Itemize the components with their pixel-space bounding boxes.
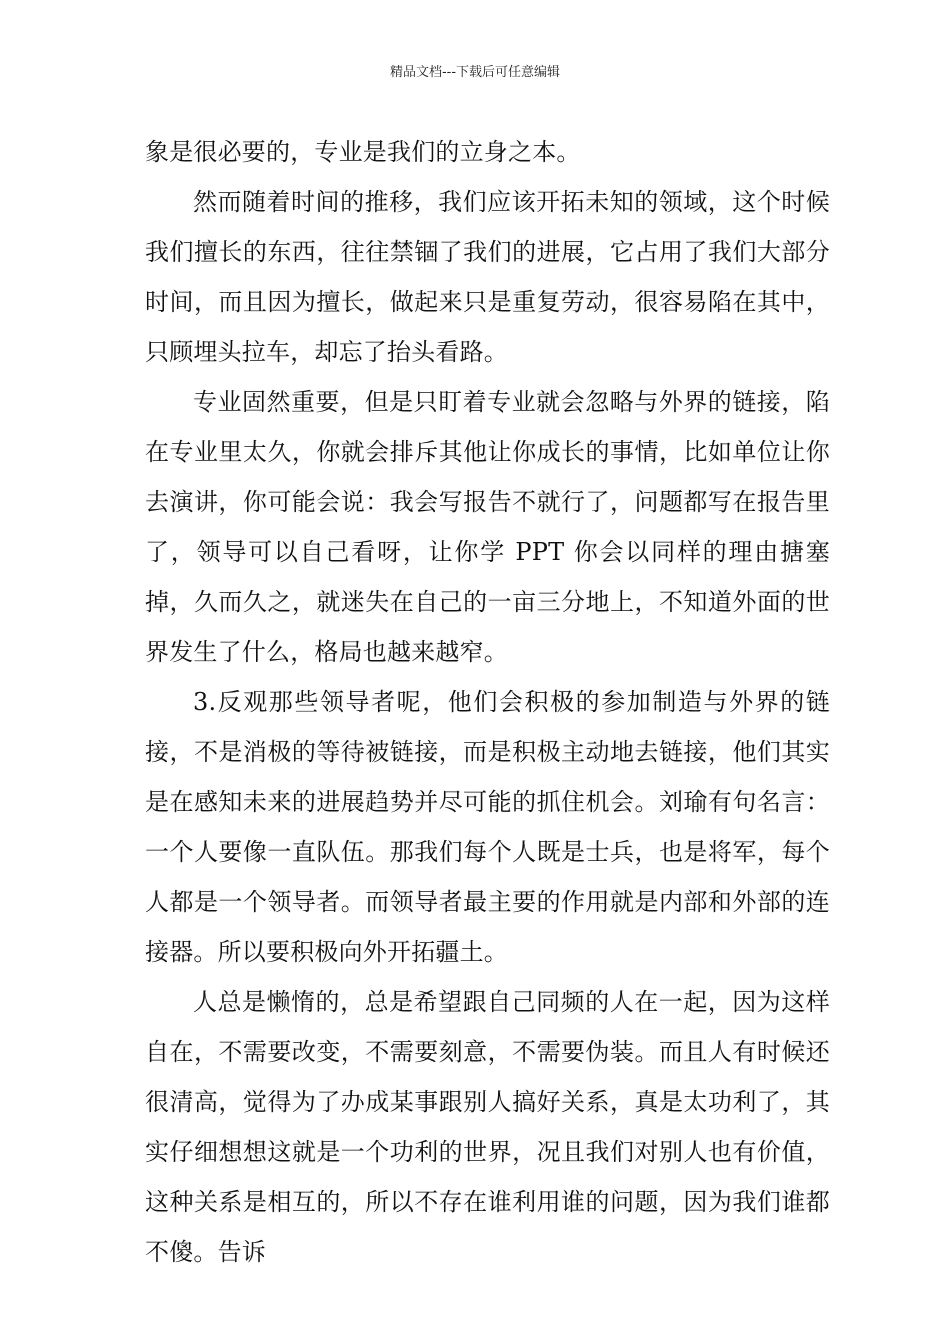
paragraph: 人总是懒惰的，总是希望跟自己同频的人在一起，因为这样自在，不需要改变，不需要刻意，不需要伪装。而且人有时候还很清高，觉得为了办成某事跟别人搞好关系，真是太功利了，其实仔细想想这就是一个功利的世界，况且我们对别人也有价值，这种关系是相互的，所以不存在谁利用谁的问题，因为我们谁都不傻。告诉 — [145, 988, 830, 1266]
paragraph: 3.反观那些领导者呢，他们会积极的参加制造与外界的链接，不是消极的等待被链接，而是积极主动地去链接，他们其实是在感知未来的进展趋势并尽可能的抓住机会。刘瑜有句名言：一个人要像一直队伍。那我们每个人既是士兵，也是将军，每个人都是一个领导者。而领导者最主要的作用就是内部和外部的连接器。所以要积极向外开拓疆土。 — [145, 688, 830, 966]
page-header: 精品文档---下载后可任意编辑 — [389, 65, 561, 80]
paragraph: 专业固然重要，但是只盯着专业就会忽略与外界的链接，陷在专业里太久，你就会排斥其他让你成长的事情，比如单位让你去演讲，你可能会说：我会写报告不就行了，问题都写在报告里了，领导可以自己看呀，让你学 PPT 你会以同样的理由搪塞掉，久而久之，就迷失在自己的一亩三分地上，不知道外面的世界发生了什么，格局也越来越窄。 — [145, 388, 830, 666]
paragraph: 然而随着时间的推移，我们应该开拓未知的领域，这个时候我们擅长的东西，往往禁锢了我们的进展，它占用了我们大部分时间，而且因为擅长，做起来只是重复劳动，很容易陷在其中，只顾埋头拉车，却忘了抬头看路。 — [145, 188, 830, 366]
document-body — [145, 127, 830, 1277]
paragraph-continuation: 象是很必要的，专业是我们的立身之本。 — [145, 138, 581, 166]
